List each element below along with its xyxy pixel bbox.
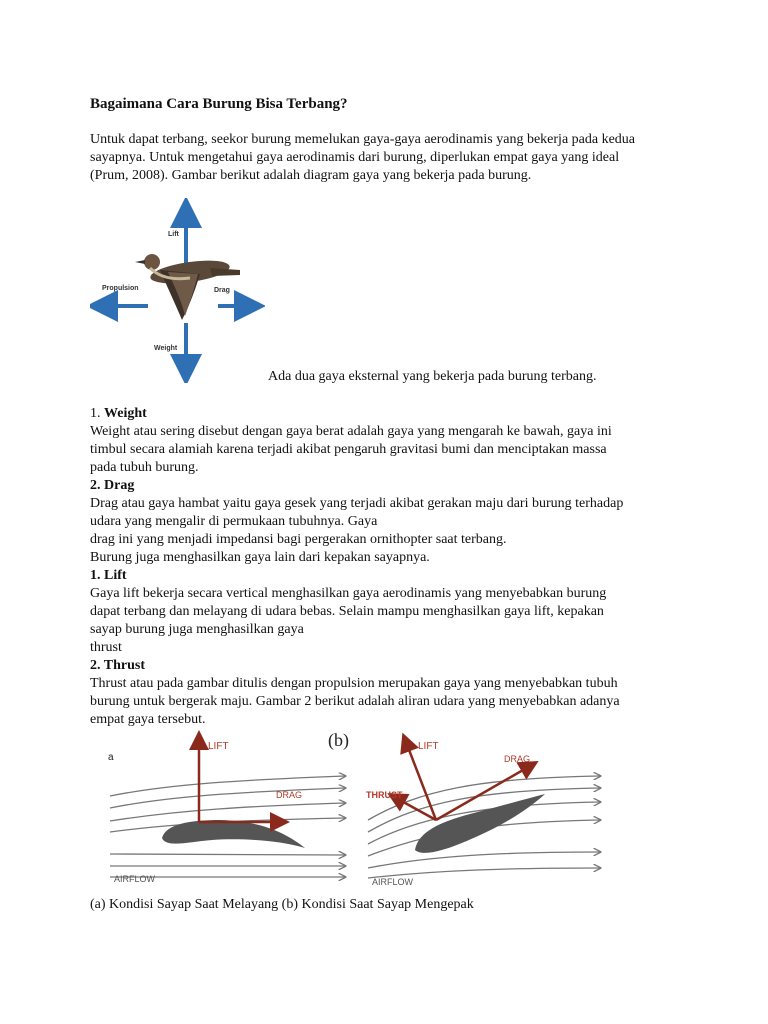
airflow-diagram xyxy=(100,728,610,890)
section-line: timbul secara alamiah karena terjadi akibat pengaruh gravitasi bumi dan menciptakan massa xyxy=(90,442,607,457)
lift-label-b: LIFT xyxy=(418,741,439,752)
section-heading-drag: 2. Drag xyxy=(90,478,135,493)
section-line: udara yang mengalir di permukaan tubuhnya. Gaya xyxy=(90,514,378,529)
lift-label-a: LIFT xyxy=(208,741,229,752)
airflow-label-a: AIRFLOW xyxy=(114,874,156,884)
section-line: drag ini yang menjadi impedansi bagi pergerakan ornithopter saat terbang. xyxy=(90,532,507,547)
section-line: empat gaya tersebut. xyxy=(90,712,206,727)
bird-force-diagram xyxy=(90,198,265,383)
section-number: 1. xyxy=(90,406,104,421)
intro-line: Untuk dapat terbang, seekor burung memelukan gaya-gaya aerodinamis yang bekerja pada kedua xyxy=(90,132,636,147)
figure2-caption: (a) Kondisi Sayap Saat Melayang (b) Kondisi Saat Sayap Mengepak xyxy=(90,897,474,912)
drag-label-a: DRAG xyxy=(276,790,303,800)
propulsion-label: Propulsion xyxy=(102,285,139,292)
wing-a xyxy=(162,820,305,848)
section-line: Burung juga menghasilkan gaya lain dari kepakan sayapnya. xyxy=(90,550,430,565)
panel-a-tag: a xyxy=(108,752,114,763)
section-title: Weight xyxy=(104,406,147,421)
section-line: Gaya lift bekerja secara vertical menghasilkan gaya aerodinamis yang menyebabkan burung xyxy=(90,586,607,601)
section-line: sayap burung juga menghasilkan gaya xyxy=(90,622,304,637)
section-line: Thrust atau pada gambar ditulis dengan propulsion merupakan gaya yang menyebabkan tubuh xyxy=(90,676,618,691)
section-line: thrust xyxy=(90,640,122,655)
section-heading-weight xyxy=(90,405,700,423)
lift-label: Lift xyxy=(168,231,179,238)
panel-b-tag: (b) xyxy=(328,730,349,750)
section-line: pada tubuh burung. xyxy=(90,460,199,475)
figure1-caption: Ada dua gaya eksternal yang bekerja pada burung terbang. xyxy=(268,369,597,384)
panel-a xyxy=(108,740,345,884)
intro-line: sayapnya. Untuk mengetahui gaya aerodinamis dari burung, diperlukan empat gaya yang ideal xyxy=(90,150,620,165)
section-line: dapat terbang dan melayang di udara bebas. Selain mampu menghasilkan gaya lift, kepakan xyxy=(90,604,604,619)
panel-b xyxy=(328,730,600,887)
page-title: Bagaimana Cara Burung Bisa Terbang? xyxy=(90,96,348,112)
section-line: burung untuk bergerak maju. Gambar 2 berikut adalah aliran udara yang menyebabkan adanya xyxy=(90,694,620,709)
weight-label: Weight xyxy=(154,345,178,352)
drag-label: Drag xyxy=(214,287,230,294)
intro-paragraph xyxy=(90,131,700,185)
force-sections xyxy=(90,405,700,729)
section-line: Drag atau gaya hambat yaitu gaya gesek yang terjadi akibat gerakan maju dari burung terhadap xyxy=(90,496,624,511)
intro-line: (Prum, 2008). Gambar berikut adalah diagram gaya yang bekerja pada burung. xyxy=(90,168,532,183)
thrust-label-b: THRUST xyxy=(366,790,403,800)
section-line: Weight atau sering disebut dengan gaya berat adalah gaya yang mengarah ke bawah, gaya ini xyxy=(90,424,612,439)
section-heading-lift: 1. Lift xyxy=(90,568,127,583)
section-heading-thrust: 2. Thrust xyxy=(90,658,145,673)
airflow-label-b: AIRFLOW xyxy=(372,877,414,887)
drag-label-b: DRAG xyxy=(504,754,531,764)
